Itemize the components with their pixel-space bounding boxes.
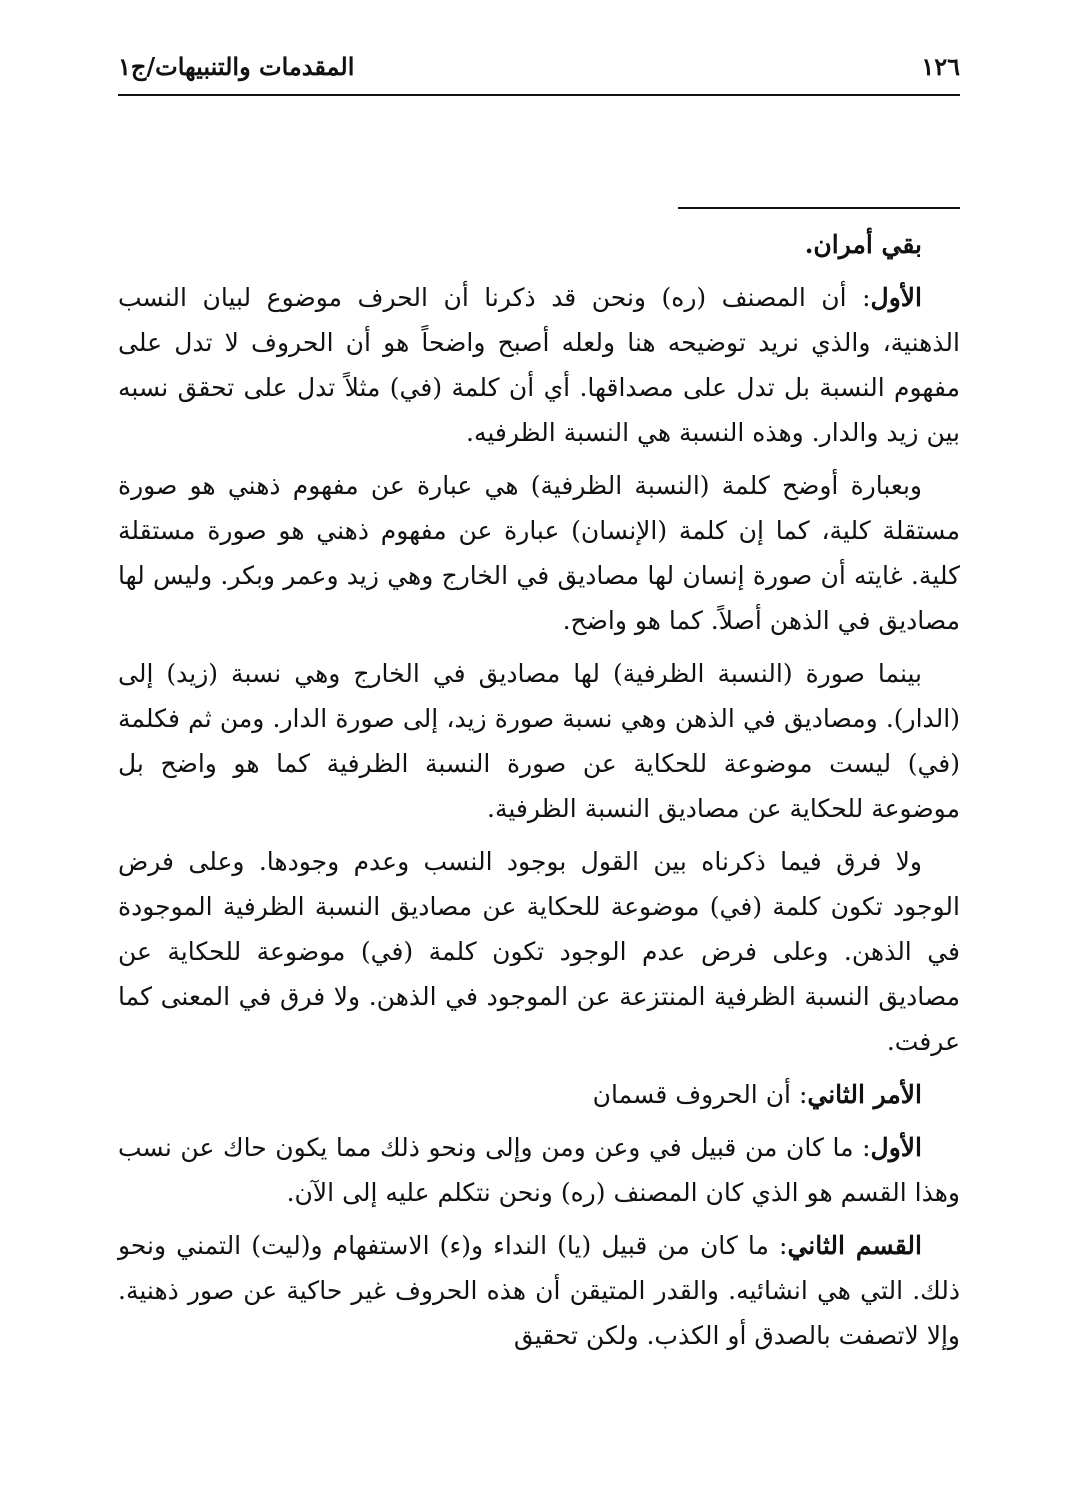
paragraph-4: ولا فرق فيما ذكرناه بين القول بوجود النسب وعدم وجودها. وعلى فرض الوجود تكون كلمة (في) موضوعة للحكاية عن مصاديق النسبة الظرفية الموجودة في الذهن. وعلى فرض عدم الوجود تكون كلمة (في) موضوعة للحكاية عن مصاديق النسبة الظرفية المنتزعة عن الموجود في الذهن. ولا فرق في المعنى كما عرفت.: [118, 847, 960, 1056]
paragraph-7-lead: القسم الثاني: [787, 1231, 922, 1260]
section-heading: بقي أمران.: [804, 230, 922, 259]
paragraph-5-lead: الأمر الثاني: [807, 1080, 922, 1109]
paragraph-6-lead: الأول: [870, 1133, 922, 1162]
paragraph-5-text: : أن الحروف قسمان: [592, 1080, 808, 1109]
paragraph-1-text: : أن المصنف (ره) ونحن قد ذكرنا أن الحرف موضوع لبيان النسب الذهنية، والذي نريد توضيحه هنا ولعله أصبح واضحاً هو أن الحروف لا تدل على مفهوم النسبة بل تدل على مصداقها. أي أن كلمة (في) مثلاً تدل على تحقق نسبه بين زيد والدار. وهذه النسبة هي النسبة الظرفيه.: [118, 283, 960, 447]
paragraph-6-text: : ما كان من قبيل في وعن ومن وإلى ونحو ذلك مما يكون حاك عن نسب وهذا القسم هو الذي كان المصنف (ره) ونحن نتكلم عليه إلى الآن.: [118, 1133, 960, 1207]
paragraph-3: بينما صورة (النسبة الظرفية) لها مصاديق في الخارج وهي نسبة (زيد) إلى (الدار). ومصاديق في الذهن وهي نسبة صورة زيد، إلى صورة الدار. ومن ثم فكلمة (في) ليست موضوعة للحكاية عن صورة النسبة الظرفية كما هو واضح بل موضوعة للحكاية عن مصاديق النسبة الظرفية.: [118, 659, 960, 823]
running-title: المقدمات والتنبيهات/ج١: [118, 52, 355, 81]
paragraph-1: [118, 275, 960, 455]
page-number: ١٢٦: [921, 52, 960, 81]
page-header: [118, 40, 960, 96]
paragraph-7-text: : ما كان من قبيل (يا) النداء و(ء) الاستفهام و(ليت) التمني ونحو ذلك. التي هي انشائيه. والقدر المتيقن أن هذه الحروف غير حاكية عن صور ذهنية. وإلا لاتصفت بالصدق أو الكذب. ولكن تحقيق: [118, 1231, 960, 1350]
paragraph-6: [118, 1125, 960, 1215]
paragraph-1-lead: الأول: [870, 283, 922, 312]
page-body: [118, 222, 960, 1366]
paragraph-5: [118, 1072, 960, 1117]
paragraph-7: [118, 1223, 960, 1358]
paragraph-2: وبعبارة أوضح كلمة (النسبة الظرفية) هي عبارة عن مفهوم ذهني هو صورة مستقلة كلية، كما إن كلمة (الإنسان) عبارة عن مفهوم ذهني هو صورة مستقلة كلية. غايته أن صورة إنسان لها مصاديق في الخارج وهي زيد وعمر وبكر. وليس لها مصاديق في الذهن أصلاً. كما هو واضح.: [118, 471, 960, 635]
section-rule: [678, 207, 960, 209]
